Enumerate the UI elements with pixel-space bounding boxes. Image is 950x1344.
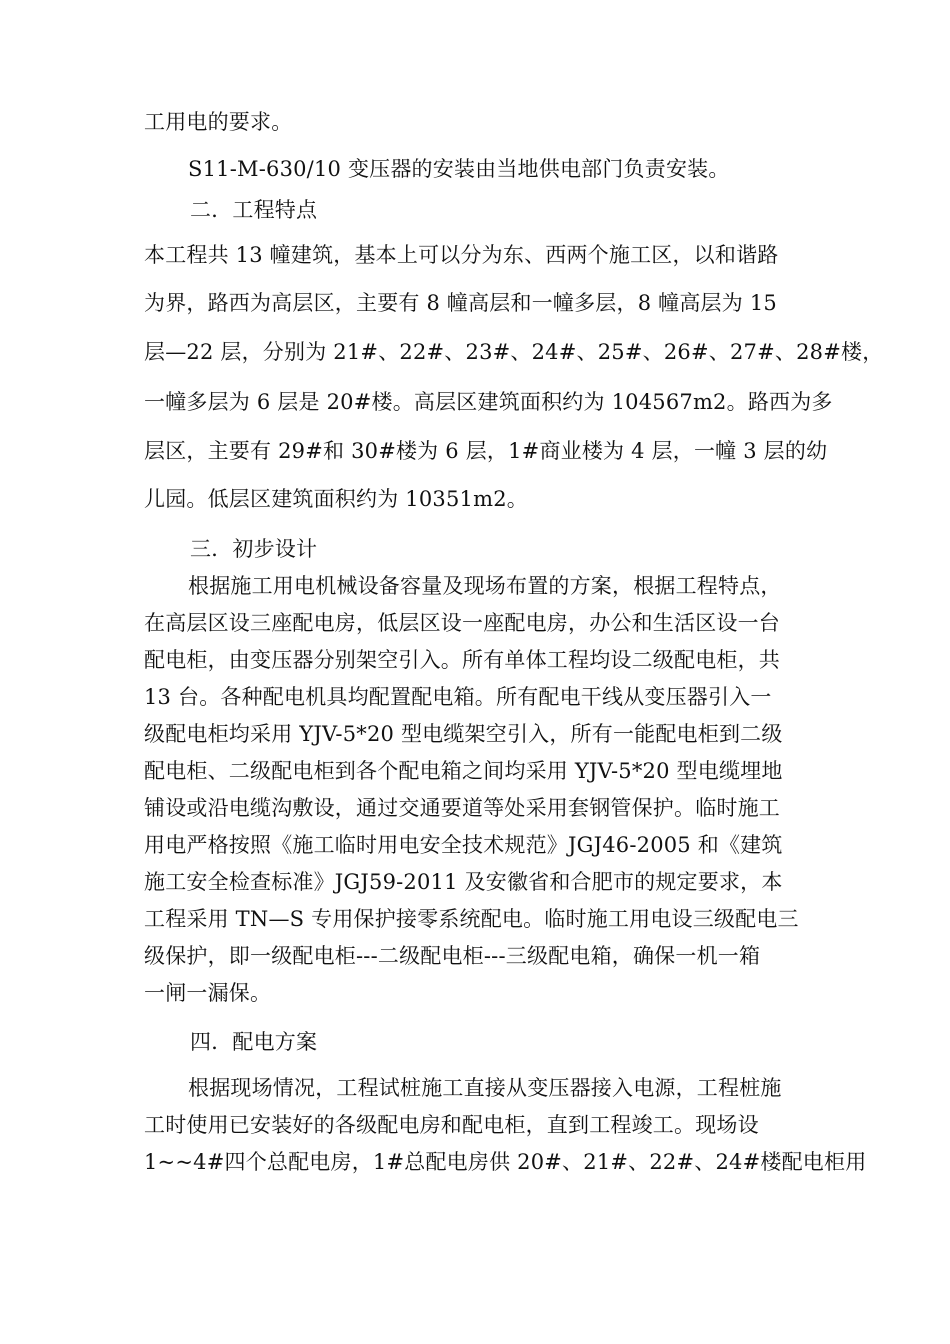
- text-line: 根据现场情况，工程试桩施工直接从变压器接入电源，工程桩施: [188, 1076, 782, 1100]
- text-line: 级保护，即一级配电柜---二级配电柜---三级配电箱，确保一机一箱: [144, 944, 761, 968]
- text-line: 为界，路西为高层区，主要有 8 幢高层和一幢多层，8 幢高层为 15: [144, 291, 777, 315]
- text-line: 儿园。低层区建筑面积约为 10351m2。: [144, 487, 528, 511]
- section-heading: 四．配电方案: [190, 1030, 318, 1054]
- text-line: 用电严格按照《施工临时用电安全技术规范》JGJ46-2005 和《建筑: [144, 833, 783, 857]
- text-line: 工程采用 TN—S 专用保护接零系统配电。临时施工用电设三级配电三: [144, 907, 799, 931]
- text-line: 一幢多层为 6 层是 20#楼。高层区建筑面积约为 104567m2。路西为多: [144, 390, 833, 414]
- text-line: 1~~4#四个总配电房，1#总配电房供 20#、21#、22#、24#楼配电柜用: [144, 1150, 867, 1174]
- text-line: 配电柜、二级配电柜到各个配电箱之间均采用 YJV-5*20 型电缆埋地: [144, 759, 783, 783]
- text-line: 13 台。各种配电机具均配置配电箱。所有配电干线从变压器引入一: [144, 685, 772, 709]
- text-line: 在高层区设三座配电房，低层区设一座配电房，办公和生活区设一台: [144, 611, 780, 635]
- text-line: 本工程共 13 幢建筑，基本上可以分为东、西两个施工区，以和谐路: [144, 243, 779, 267]
- text-line: 层区，主要有 29#和 30#楼为 6 层，1#商业楼为 4 层，一幢 3 层的幼: [144, 439, 828, 463]
- text-line: 级配电柜均采用 YJV-5*20 型电缆架空引入，所有一能配电柜到二级: [144, 722, 783, 746]
- text-line: 工时使用已安装好的各级配电房和配电柜，直到工程竣工。现场设: [144, 1113, 759, 1137]
- text-line: 施工安全检查标准》JGJ59-2011 及安徽省和合肥市的规定要求，本: [144, 870, 783, 894]
- text-line: 配电柜，由变压器分别架空引入。所有单体工程均设二级配电柜，共: [144, 648, 780, 672]
- section-heading: 二．工程特点: [190, 198, 318, 222]
- text-line: 铺设或沿电缆沟敷设，通过交通要道等处采用套钢管保护。临时施工: [144, 796, 780, 820]
- section-heading: 三．初步设计: [190, 537, 318, 561]
- text-line: 工用电的要求。: [144, 110, 293, 134]
- text-line: 层—22 层，分别为 21#、22#、23#、24#、25#、26#、27#、28#楼，: [144, 340, 884, 364]
- text-line: 一闸一漏保。: [144, 981, 272, 1005]
- text-line: 根据施工用电机械设备容量及现场布置的方案，根据工程特点，: [188, 574, 782, 598]
- text-line: S11-M-630/10 变压器的安装由当地供电部门负责安装。: [188, 157, 730, 181]
